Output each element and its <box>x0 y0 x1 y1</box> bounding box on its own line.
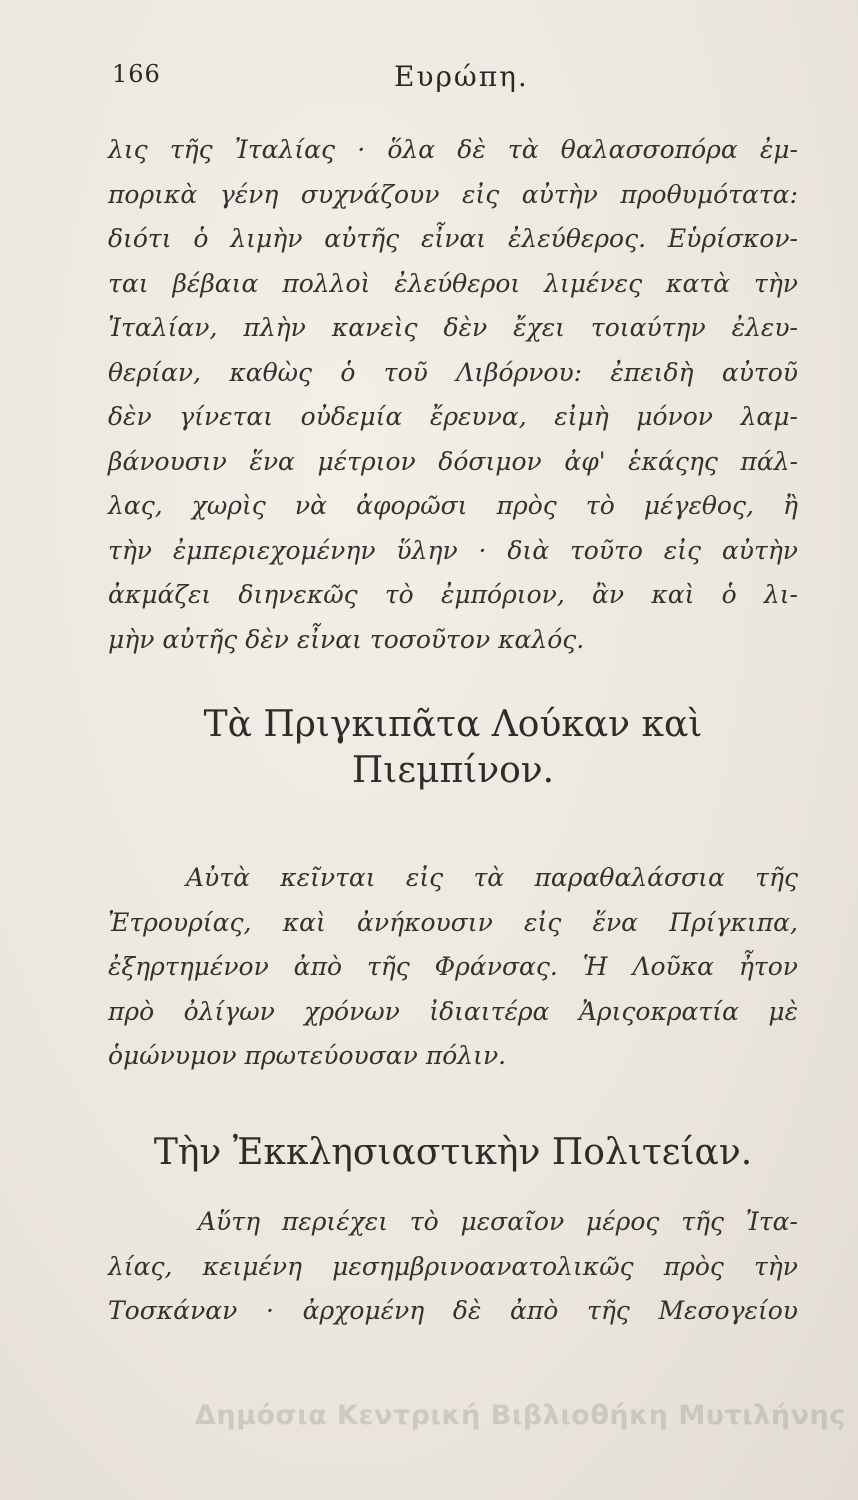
text-line: πορικὰ γένη συχνάζουν εἰς αὐτὴν προθυμότατα: <box>108 179 798 209</box>
page-number: 166 <box>112 60 161 88</box>
text-line: ὁμώνυμον πρωτεύουσαν πόλιν. <box>108 1041 507 1070</box>
text-line: τὴν ἐμπεριεχομένην ὕλην · διὰ τοῦτο εἰς αὐτὴν <box>108 535 798 565</box>
text-line: βάνουσιν ἕνα μέτριον δόσιμον ἀφ' ἑκάςης πάλ- <box>108 446 798 476</box>
library-watermark: Δημόσια Κεντρική Βιβλιοθήκη Μυτιλήνης <box>195 1400 846 1431</box>
text-line: διότι ὁ λιμὴν αὐτῆς εἶναι ἐλεύθερος. Εὑρίσκον- <box>108 224 798 253</box>
section-heading-papal-state <box>108 1130 798 1176</box>
text-line: λίας, κειμένη μεσημβρινοανατολικῶς πρὸς τὴν <box>108 1251 798 1281</box>
section-heading-lucca-piombino <box>108 702 798 794</box>
text-line: θερίαν, καθὼς ὁ τοῦ Λιβόρνου: ἐπειδὴ αὐτοῦ <box>108 357 798 387</box>
text-line: Ἐτρουρίας, καὶ ἀνήκουσιν εἰς ἕνα Πρίγκιπα, <box>108 907 798 937</box>
text-line: ται βέβαια πολλοὶ ἐλεύθεροι λιμένες κατὰ τὴν <box>108 268 798 298</box>
text-line: ἀκμάζει διηνεκῶς τὸ ἐμπόριον, ἂν καὶ ὁ λι- <box>108 580 798 609</box>
paragraph-2 <box>108 856 798 1079</box>
text-line: δὲν γίνεται οὐδεμία ἔρευνα, εἰμὴ μόνον λαμ- <box>108 402 798 431</box>
text-line: ἐξηρτημένον ἀπὸ τῆς Φράνσας. Ἡ Λοῦκα ἦτον <box>108 952 798 981</box>
text-line: μὴν αὐτῆς δὲν εἶναι τοσοῦτον καλός. <box>108 624 585 654</box>
section-heading-line: Πιεμπίνον. <box>351 750 555 791</box>
section-heading-line: Τὴν Ἐκκλησιαστικὴν Πολιτείαν. <box>153 1132 753 1173</box>
page-header <box>112 60 798 100</box>
running-head: Ευρώπη. <box>394 60 529 93</box>
text-line: Τοσκάναν · ἀρχομένη δὲ ἀπὸ τῆς Μεσογείου <box>108 1296 798 1325</box>
text-line: Αὐτὰ κεῖνται εἰς τὰ παραθαλάσσια τῆς <box>186 863 798 892</box>
text-line: Αὕτη περιέχει τὸ μεσαῖον μέρος τῆς Ἰτα- <box>198 1207 798 1236</box>
text-line: λις τῆς Ἰταλίας · ὅλα δὲ τὰ θαλασσοπόρα ἐμ- <box>108 135 798 164</box>
text-line: Ἰταλίαν, πλὴν κανεὶς δὲν ἔχει τοιαύτην ἐλευ- <box>108 313 798 342</box>
text-line: πρὸ ὀλίγων χρόνων ἰδιαιτέρα Ἀριςοκρατία μὲ <box>108 996 798 1026</box>
paragraph-1 <box>108 128 798 662</box>
paragraph-3 <box>108 1200 798 1334</box>
text-line: λας, χωρὶς νὰ ἀφορῶσι πρὸς τὸ μέγεθος, ἢ <box>108 491 798 520</box>
section-heading-line: Τὰ Πριγκιπᾶτα Λούκαν καὶ <box>203 704 703 745</box>
